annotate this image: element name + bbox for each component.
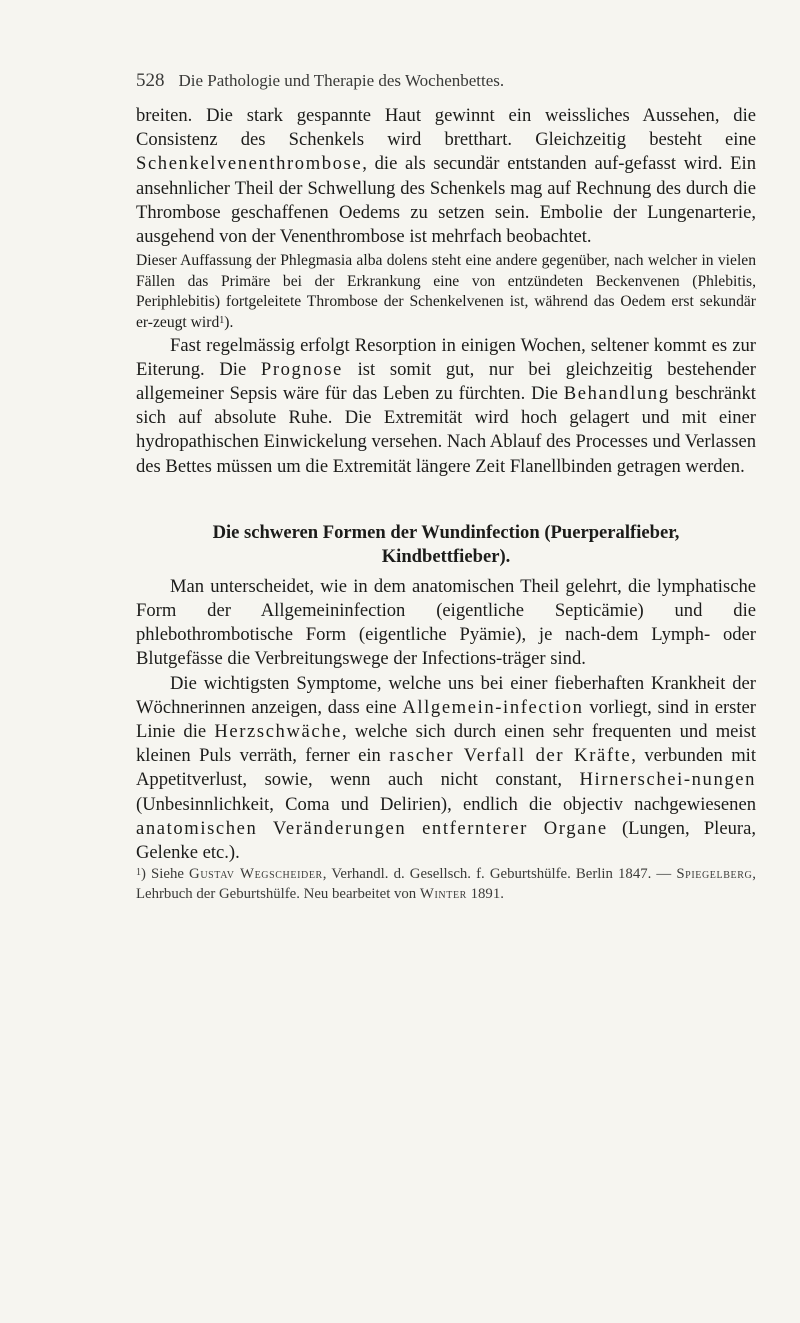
- body-text: [136, 104, 756, 904]
- text-run: , Lehrbuch der Geburtshülfe. Neu bearbeitet von: [136, 866, 756, 902]
- footnote-marker: 1: [136, 867, 141, 879]
- emphasis-term: Allgemein-infection: [402, 696, 584, 718]
- text-run: breiten. Die stark gespannte Haut gewinnt ein weissliches Aussehen, die Consistenz des Schenkels wird bretthart. Gleichzeitig besteht eine: [136, 105, 756, 151]
- emphasis-term: Schenkelvenenthrombose: [136, 153, 363, 175]
- footnote: [136, 865, 756, 904]
- emphasis-term: Hirnerschei-nungen: [579, 769, 756, 791]
- emphasis-term: anatomischen Veränderungen entfernterer Organe: [136, 817, 608, 839]
- author-name: Gustav Wegscheider: [189, 866, 323, 883]
- footnote-reference: 1: [219, 315, 225, 326]
- running-title: Die Pathologie und Therapie des Wochenbettes.: [178, 71, 505, 90]
- text-run: vorliegt, sind in erster Linie die: [136, 696, 756, 743]
- text-run: Fast regelmässig erfolgt Resorption in einigen Wochen, seltener kommt es zur Eiterung. Die: [136, 334, 756, 380]
- text-run: (Unbesinnlichkeit, Coma und Delirien), endlich die objectiv nachgewiesenen: [136, 793, 756, 815]
- text-run: 1891.: [466, 885, 504, 902]
- heading-line: Kindbettfieber).: [381, 545, 511, 567]
- text-run: (Lungen, Pleura, Gelenke etc.).: [136, 817, 756, 864]
- emphasis-term: rascher Verfall der Kräfte: [389, 745, 632, 767]
- text-run: , Verhandl. d. Gesellsch. f. Geburtshülfe. Berlin 1847. —: [322, 866, 677, 883]
- text-run: ) Siehe: [141, 866, 190, 883]
- text-run: , die als secundär entstanden auf-gefasst wird. Ein ansehnlicher Theil der Schwellung des Schenkels mag auf Rechnung des durch die Thrombose geschaffenen Oedems zu setzen sein. Embolie der Lungenarterie, ausgehend von der Venenthrombose ist mehrfach beobachtet.: [136, 153, 756, 248]
- text-run: , verbunden mit Appetitverlust, sowie, wenn auch nicht constant,: [136, 745, 757, 791]
- text-run: beschränkt sich auf absolute Ruhe. Die Extremität wird hoch gelagert und mit einer hydropathischen Einwickelung versehen. Nach Ablauf des Processes und Verlassen des Bettes müssen um die Extremität längere Zeit Flanellbinden getragen werden.: [136, 383, 756, 477]
- emphasis-term: Prognose: [260, 358, 343, 380]
- heading-line: Die schweren Formen der Wundinfection (Puerperalfieber,: [212, 521, 680, 543]
- paragraph-2-small-print: [136, 251, 756, 333]
- text-run: , welche sich durch einen sehr frequenten und meist kleinen Puls verräth, ferner ein: [136, 721, 756, 767]
- paragraph-3: [136, 334, 756, 479]
- author-name: Spiegelberg: [676, 866, 753, 883]
- text-run: ).: [224, 314, 234, 331]
- author-name: Winter: [419, 885, 467, 902]
- paragraph-4: [136, 575, 756, 672]
- text-run: Dieser Auffassung der Phlegmasia alba dolens steht eine andere gegenüber, nach welcher in vielen Fällen das Primäre bei der Erkrankung eine von entzündeten Beckenvenen (Phlebitis, Periphlebitis) fortgeleitete Thrombose der Schenkelvenen ist, während das Oedem erst sekundär er-zeugt wird: [136, 252, 756, 331]
- section-heading: [136, 521, 756, 569]
- text-run: Die wichtigsten Symptome, welche uns bei einer fieberhaften Krankheit der Wöchnerinnen anzeigen, dass eine: [136, 672, 756, 718]
- emphasis-term: Herzschwäche: [214, 721, 342, 743]
- paragraph-1: [136, 104, 756, 249]
- emphasis-term: Behandlung: [563, 383, 670, 404]
- text-run: Man unterscheidet, wie in dem anatomischen Theil gelehrt, die lymphatische Form der Allgemeininfection (eigentliche Septicämie) und die phlebothrombotische Form (eigentliche Pyämie), je nach-dem Lymph- oder Blutgefässe die Verbreitungswege der Infections-träger sind.: [136, 575, 756, 670]
- text-run: ist somit gut, nur bei gleichzeitig bestehender allgemeiner Sepsis wäre für das Leben zu fürchten. Die: [136, 358, 756, 404]
- page-number: 528: [136, 70, 165, 91]
- paragraph-5: [136, 672, 756, 866]
- running-header: [136, 70, 756, 92]
